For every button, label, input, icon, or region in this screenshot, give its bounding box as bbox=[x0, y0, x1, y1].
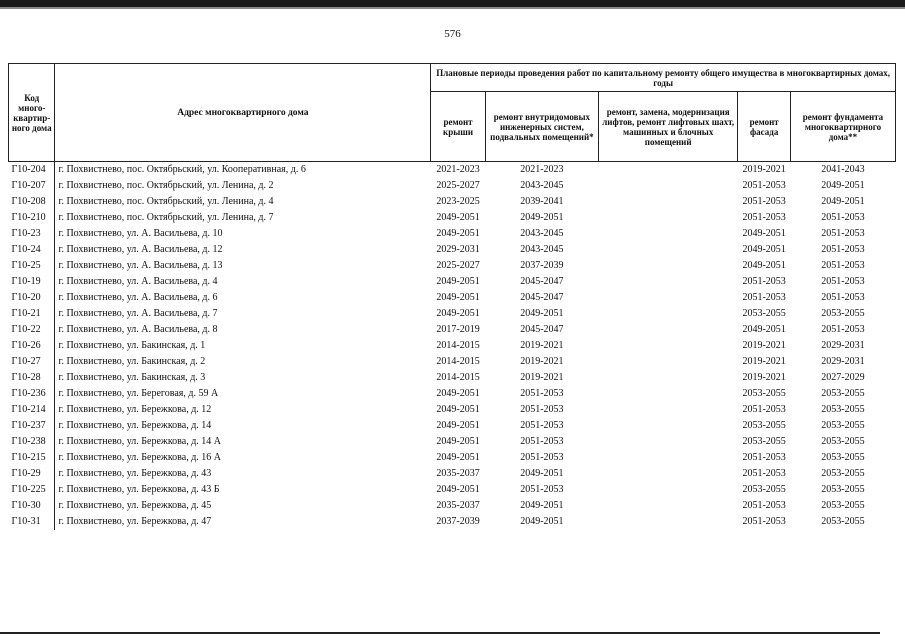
cell-roof: 2049-2051 bbox=[436, 420, 480, 431]
cell-lifts bbox=[598, 274, 737, 290]
cell-code: Г10-204 bbox=[11, 164, 46, 175]
top-border-shadow bbox=[0, 7, 905, 9]
table-row bbox=[9, 498, 896, 514]
table-row bbox=[9, 338, 896, 354]
cell-foundation: 2053-2055 bbox=[821, 420, 865, 431]
cell-code: Г10-214 bbox=[11, 404, 46, 415]
repair-schedule-table bbox=[8, 63, 896, 530]
cell-facade: 2049-2051 bbox=[742, 244, 786, 255]
cell-roof: 2035-2037 bbox=[436, 468, 480, 479]
cell-address: г. Похвистнево, ул. А. Васильева, д. 10 bbox=[55, 226, 431, 242]
bottom-border-rule bbox=[0, 632, 880, 634]
cell-engineering: 2051-2053 bbox=[520, 388, 564, 399]
cell-address: г. Похвистнево, ул. А. Васильева, д. 12 bbox=[55, 242, 431, 258]
cell-facade: 2053-2055 bbox=[742, 388, 786, 399]
cell-foundation: 2051-2053 bbox=[821, 324, 865, 335]
table-row bbox=[9, 242, 896, 258]
cell-foundation: 2053-2055 bbox=[821, 436, 865, 447]
cell-address: г. Похвистнево, ул. Бережкова, д. 45 bbox=[55, 498, 431, 514]
cell-code: Г10-208 bbox=[11, 196, 46, 207]
table-row bbox=[9, 178, 896, 194]
header-code: Код много-квартир-ного дома bbox=[9, 64, 55, 162]
cell-foundation: 2053-2055 bbox=[821, 388, 865, 399]
cell-roof: 2049-2051 bbox=[436, 308, 480, 319]
cell-address: г. Похвистнево, ул. Бакинская, д. 1 bbox=[55, 338, 431, 354]
table-body bbox=[9, 162, 896, 531]
cell-roof: 2049-2051 bbox=[436, 388, 480, 399]
cell-lifts bbox=[598, 242, 737, 258]
cell-engineering: 2049-2051 bbox=[520, 212, 564, 223]
cell-roof: 2025-2027 bbox=[436, 260, 480, 271]
cell-foundation: 2051-2053 bbox=[821, 260, 865, 271]
cell-code: Г10-207 bbox=[11, 180, 46, 191]
table-row bbox=[9, 386, 896, 402]
cell-foundation: 2053-2055 bbox=[821, 516, 865, 527]
cell-address: г. Похвистнево, ул. А. Васильева, д. 4 bbox=[55, 274, 431, 290]
cell-roof: 2049-2051 bbox=[436, 276, 480, 287]
table-row bbox=[9, 258, 896, 274]
table-row bbox=[9, 290, 896, 306]
cell-code: Г10-238 bbox=[11, 436, 46, 447]
cell-address: г. Похвистнево, пос. Октябрьский, ул. Кооперативная, д. 6 bbox=[55, 162, 431, 179]
table-row bbox=[9, 418, 896, 434]
cell-roof: 2049-2051 bbox=[436, 212, 480, 223]
cell-code: Г10-29 bbox=[11, 468, 41, 479]
page-number: 576 bbox=[444, 28, 461, 40]
cell-engineering: 2043-2045 bbox=[520, 228, 564, 239]
cell-foundation: 2051-2053 bbox=[821, 228, 865, 239]
cell-lifts bbox=[598, 514, 737, 530]
cell-code: Г10-27 bbox=[11, 356, 41, 367]
cell-lifts bbox=[598, 258, 737, 274]
cell-facade: 2051-2053 bbox=[742, 404, 786, 415]
cell-facade: 2049-2051 bbox=[742, 260, 786, 271]
cell-address: г. Похвистнево, ул. Бережкова, д. 43 bbox=[55, 466, 431, 482]
cell-lifts bbox=[598, 370, 737, 386]
cell-code: Г10-24 bbox=[11, 244, 41, 255]
cell-engineering: 2049-2051 bbox=[520, 308, 564, 319]
cell-roof: 2014-2015 bbox=[436, 356, 480, 367]
header-foundation: ремонт фундамента многоквартирного дома** bbox=[790, 92, 895, 162]
table-row bbox=[9, 210, 896, 226]
cell-roof: 2021-2023 bbox=[436, 164, 480, 175]
cell-foundation: 2053-2055 bbox=[821, 308, 865, 319]
table-header bbox=[9, 64, 896, 162]
cell-lifts bbox=[598, 290, 737, 306]
table-row bbox=[9, 322, 896, 338]
cell-code: Г10-19 bbox=[11, 276, 41, 287]
cell-facade: 2051-2053 bbox=[742, 452, 786, 463]
cell-facade: 2019-2021 bbox=[742, 372, 786, 383]
cell-engineering: 2051-2053 bbox=[520, 484, 564, 495]
cell-engineering: 2045-2047 bbox=[520, 324, 564, 335]
table-row bbox=[9, 274, 896, 290]
header-planned-periods: Плановые периоды проведения работ по капитальному ремонту общего имущества в многоквартирных домах, годы bbox=[431, 64, 896, 92]
cell-facade: 2049-2051 bbox=[742, 228, 786, 239]
header-facade: ремонт фасада bbox=[738, 92, 791, 162]
cell-facade: 2051-2053 bbox=[742, 516, 786, 527]
table-row bbox=[9, 402, 896, 418]
cell-address: г. Похвистнево, ул. Бережкова, д. 12 bbox=[55, 402, 431, 418]
cell-foundation: 2053-2055 bbox=[821, 500, 865, 511]
cell-code: Г10-225 bbox=[11, 484, 46, 495]
cell-lifts bbox=[598, 402, 737, 418]
cell-engineering: 2051-2053 bbox=[520, 436, 564, 447]
cell-facade: 2051-2053 bbox=[742, 468, 786, 479]
cell-code: Г10-25 bbox=[11, 260, 41, 271]
table-row bbox=[9, 514, 896, 530]
cell-address: г. Похвистнево, ул. Бережкова, д. 16 А bbox=[55, 450, 431, 466]
cell-facade: 2019-2021 bbox=[742, 164, 786, 175]
cell-address: г. Похвистнево, пос. Октябрьский, ул. Ленина, д. 7 bbox=[55, 210, 431, 226]
cell-engineering: 2039-2041 bbox=[520, 196, 564, 207]
cell-facade: 2051-2053 bbox=[742, 500, 786, 511]
cell-address: г. Похвистнево, ул. Бережкова, д. 47 bbox=[55, 514, 431, 530]
cell-roof: 2025-2027 bbox=[436, 180, 480, 191]
cell-address: г. Похвистнево, пос. Октябрьский, ул. Ленина, д. 2 bbox=[55, 178, 431, 194]
cell-foundation: 2029-2031 bbox=[821, 356, 865, 367]
cell-engineering: 2019-2021 bbox=[520, 356, 564, 367]
cell-lifts bbox=[598, 322, 737, 338]
cell-engineering: 2049-2051 bbox=[520, 468, 564, 479]
cell-engineering: 2021-2023 bbox=[520, 164, 564, 175]
cell-roof: 2035-2037 bbox=[436, 500, 480, 511]
table-row bbox=[9, 194, 896, 210]
cell-engineering: 2045-2047 bbox=[520, 276, 564, 287]
table-row bbox=[9, 306, 896, 322]
cell-foundation: 2053-2055 bbox=[821, 452, 865, 463]
cell-foundation: 2051-2053 bbox=[821, 276, 865, 287]
cell-address: г. Похвистнево, ул. Бережкова, д. 14 bbox=[55, 418, 431, 434]
cell-foundation: 2027-2029 bbox=[821, 372, 865, 383]
cell-lifts bbox=[598, 162, 737, 179]
cell-roof: 2023-2025 bbox=[436, 196, 480, 207]
cell-roof: 2049-2051 bbox=[436, 404, 480, 415]
cell-foundation: 2041-2043 bbox=[821, 164, 865, 175]
cell-foundation: 2049-2051 bbox=[821, 180, 865, 191]
cell-engineering: 2043-2045 bbox=[520, 244, 564, 255]
cell-address: г. Похвистнево, ул. Бакинская, д. 3 bbox=[55, 370, 431, 386]
cell-code: Г10-237 bbox=[11, 420, 46, 431]
cell-facade: 2019-2021 bbox=[742, 340, 786, 351]
cell-facade: 2019-2021 bbox=[742, 356, 786, 367]
cell-engineering: 2037-2039 bbox=[520, 260, 564, 271]
cell-engineering: 2051-2053 bbox=[520, 420, 564, 431]
cell-code: Г10-236 bbox=[11, 388, 46, 399]
cell-code: Г10-210 bbox=[11, 212, 46, 223]
cell-lifts bbox=[598, 450, 737, 466]
cell-address: г. Похвистнево, ул. А. Васильева, д. 13 bbox=[55, 258, 431, 274]
cell-lifts bbox=[598, 354, 737, 370]
table-row bbox=[9, 162, 896, 179]
cell-roof: 2017-2019 bbox=[436, 324, 480, 335]
cell-foundation: 2053-2055 bbox=[821, 468, 865, 479]
cell-lifts bbox=[598, 418, 737, 434]
cell-roof: 2049-2051 bbox=[436, 452, 480, 463]
cell-facade: 2053-2055 bbox=[742, 436, 786, 447]
cell-facade: 2051-2053 bbox=[742, 212, 786, 223]
cell-lifts bbox=[598, 306, 737, 322]
cell-lifts bbox=[598, 482, 737, 498]
cell-engineering: 2051-2053 bbox=[520, 452, 564, 463]
top-border-rule bbox=[0, 0, 905, 7]
cell-lifts bbox=[598, 498, 737, 514]
table-row bbox=[9, 226, 896, 242]
header-address: Адрес многоквартирного дома bbox=[55, 64, 431, 162]
cell-roof: 2029-2031 bbox=[436, 244, 480, 255]
cell-engineering: 2019-2021 bbox=[520, 340, 564, 351]
cell-code: Г10-22 bbox=[11, 324, 41, 335]
cell-roof: 2014-2015 bbox=[436, 372, 480, 383]
cell-code: Г10-28 bbox=[11, 372, 41, 383]
cell-roof: 2049-2051 bbox=[436, 484, 480, 495]
cell-roof: 2014-2015 bbox=[436, 340, 480, 351]
table-row bbox=[9, 466, 896, 482]
cell-foundation: 2053-2055 bbox=[821, 404, 865, 415]
cell-engineering: 2051-2053 bbox=[520, 404, 564, 415]
cell-facade: 2053-2055 bbox=[742, 420, 786, 431]
cell-roof: 2049-2051 bbox=[436, 436, 480, 447]
cell-lifts bbox=[598, 226, 737, 242]
cell-lifts bbox=[598, 210, 737, 226]
cell-code: Г10-26 bbox=[11, 340, 41, 351]
cell-roof: 2049-2051 bbox=[436, 228, 480, 239]
cell-facade: 2049-2051 bbox=[742, 324, 786, 335]
cell-lifts bbox=[598, 386, 737, 402]
cell-code: Г10-215 bbox=[11, 452, 46, 463]
cell-facade: 2051-2053 bbox=[742, 276, 786, 287]
cell-engineering: 2049-2051 bbox=[520, 516, 564, 527]
table-row bbox=[9, 434, 896, 450]
cell-address: г. Похвистнево, ул. Бакинская, д. 2 bbox=[55, 354, 431, 370]
cell-address: г. Похвистнево, ул. А. Васильева, д. 6 bbox=[55, 290, 431, 306]
cell-facade: 2051-2053 bbox=[742, 292, 786, 303]
table-row bbox=[9, 482, 896, 498]
cell-address: г. Похвистнево, ул. Бережкова, д. 43 Б bbox=[55, 482, 431, 498]
cell-foundation: 2051-2053 bbox=[821, 292, 865, 303]
cell-foundation: 2029-2031 bbox=[821, 340, 865, 351]
cell-facade: 2053-2055 bbox=[742, 484, 786, 495]
cell-address: г. Похвистнево, ул. Береговая, д. 59 А bbox=[55, 386, 431, 402]
cell-facade: 2051-2053 bbox=[742, 180, 786, 191]
header-roof: ремонт крыши bbox=[431, 92, 486, 162]
cell-foundation: 2051-2053 bbox=[821, 212, 865, 223]
cell-address: г. Похвистнево, пос. Октябрьский, ул. Ленина, д. 4 bbox=[55, 194, 431, 210]
cell-foundation: 2053-2055 bbox=[821, 484, 865, 495]
cell-code: Г10-30 bbox=[11, 500, 41, 511]
cell-code: Г10-20 bbox=[11, 292, 41, 303]
cell-code: Г10-23 bbox=[11, 228, 41, 239]
cell-lifts bbox=[598, 178, 737, 194]
cell-engineering: 2043-2045 bbox=[520, 180, 564, 191]
cell-facade: 2053-2055 bbox=[742, 308, 786, 319]
cell-address: г. Похвистнево, ул. А. Васильева, д. 7 bbox=[55, 306, 431, 322]
table-row bbox=[9, 354, 896, 370]
cell-engineering: 2019-2021 bbox=[520, 372, 564, 383]
table-row bbox=[9, 370, 896, 386]
cell-code: Г10-21 bbox=[11, 308, 41, 319]
cell-roof: 2049-2051 bbox=[436, 292, 480, 303]
header-engineering: ремонт внутридомовых инженерных систем, подвальных помещений* bbox=[485, 92, 598, 162]
cell-facade: 2051-2053 bbox=[742, 196, 786, 207]
cell-lifts bbox=[598, 434, 737, 450]
table-row bbox=[9, 450, 896, 466]
cell-lifts bbox=[598, 466, 737, 482]
cell-foundation: 2049-2051 bbox=[821, 196, 865, 207]
cell-address: г. Похвистнево, ул. Бережкова, д. 14 А bbox=[55, 434, 431, 450]
cell-lifts bbox=[598, 338, 737, 354]
cell-roof: 2037-2039 bbox=[436, 516, 480, 527]
cell-lifts bbox=[598, 194, 737, 210]
cell-foundation: 2051-2053 bbox=[821, 244, 865, 255]
header-lifts: ремонт, замена, модернизация лифтов, ремонт лифтовых шахт, машинных и блочных помещений bbox=[598, 92, 737, 162]
cell-engineering: 2045-2047 bbox=[520, 292, 564, 303]
cell-engineering: 2049-2051 bbox=[520, 500, 564, 511]
cell-code: Г10-31 bbox=[11, 516, 41, 527]
cell-address: г. Похвистнево, ул. А. Васильева, д. 8 bbox=[55, 322, 431, 338]
